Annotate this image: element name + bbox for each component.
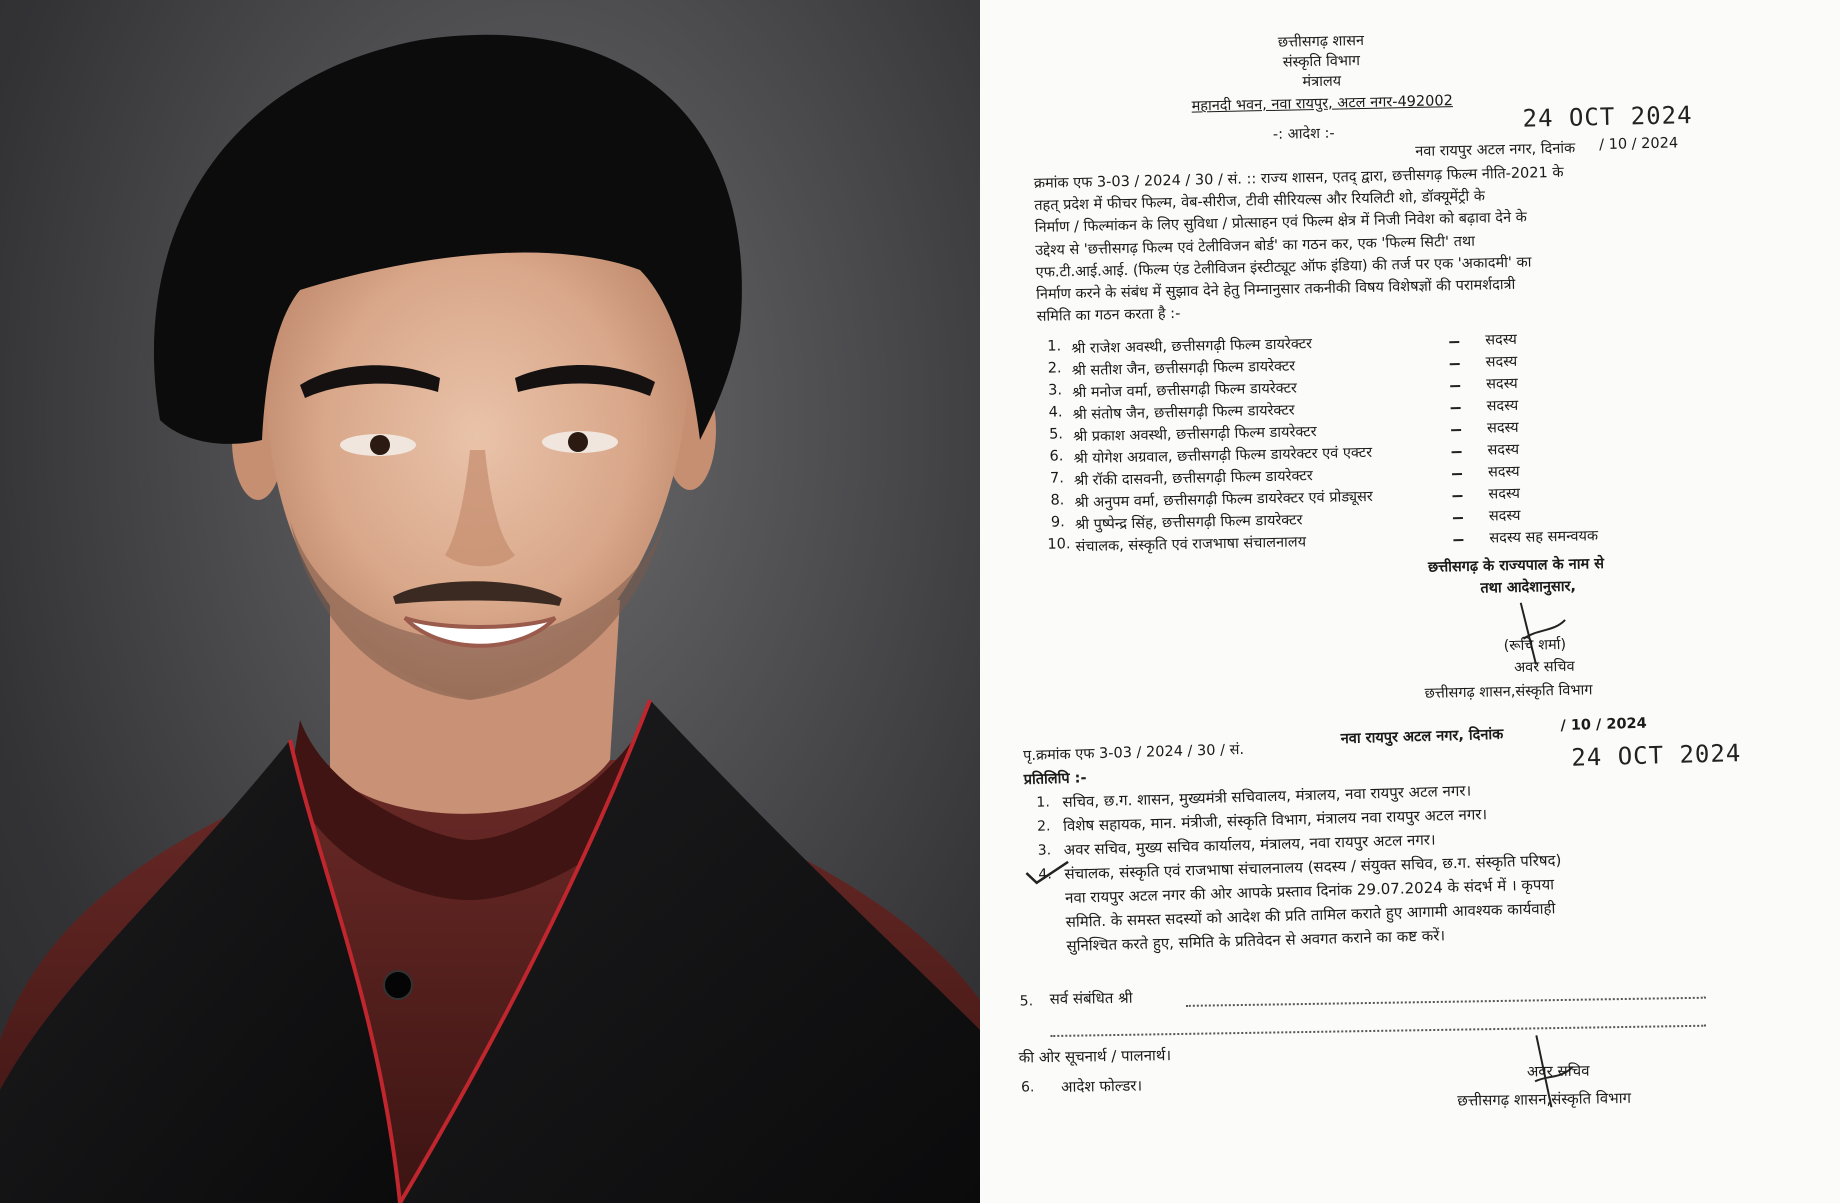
member-number: 2. (1047, 360, 1062, 377)
signatory-designation: अवर सचिव (1513, 658, 1575, 676)
copy-4-line: सुनिश्चित करते हुए, समिति के प्रतिवेदन से अवगत कराने का कष्ट करें। (1066, 926, 1446, 955)
order-heading: -: आदेश :- (1272, 125, 1335, 143)
member-name: श्री मनोज वर्मा, छत्तीसगढ़ी फिल्म डायरेक्टर (1072, 380, 1298, 402)
member-name: श्री प्रकाश अवस्थी, छत्तीसगढ़ी फिल्म डायरेक्टर (1073, 424, 1317, 446)
info-line: की ओर सूचनार्थ / पालनार्थ। (1018, 1046, 1172, 1067)
member-name: श्री संतोष जैन, छत्तीसगढ़ी फिल्म डायरेक्टर (1072, 402, 1295, 424)
member-role: सदस्य (1487, 441, 1520, 459)
member-name: श्री राजेश अवस्थी, छत्तीसगढ़ी फिल्म डायरेक्टर (1071, 336, 1313, 358)
member-number: 5. (1048, 426, 1064, 443)
copy-number: 4. (1038, 866, 1053, 883)
header-department: संस्कृति विभाग (1282, 53, 1361, 71)
header-address: महानदी भवन, नवा रायपुर, अटल नगर-492002 (1191, 93, 1454, 115)
member-number: 4. (1048, 404, 1063, 421)
place-date-top: नवा रायपुर अटल नगर, दिनांक (1415, 140, 1576, 160)
member-number: 10. (1047, 536, 1071, 553)
fill-in-line (1186, 997, 1706, 1007)
member-name: श्री सतीश जैन, छत्तीसगढ़ी फिल्म डायरेक्टर (1071, 358, 1296, 380)
member-number: 8. (1050, 492, 1065, 509)
place-date-bottom-value: / 10 / 2024 (1560, 715, 1647, 735)
footer-designation: अवर सचिव (1526, 1061, 1590, 1081)
copy-text: सचिव, छ.ग. शासन, मुख्यमंत्री सचिवालय, मंत्रालय, नवा रायपुर अटल नगर। (1062, 781, 1472, 812)
place-date-top-value: / 10 / 2024 (1599, 135, 1679, 154)
member-number: 9. (1050, 514, 1065, 531)
signatory-name: (रूचि शर्मा) (1503, 636, 1567, 655)
copy-6-text: आदेश फोल्डर। (1060, 1076, 1143, 1096)
member-role: सदस्य (1485, 331, 1517, 349)
governor-line-2: तथा आदेशानुसार, (1480, 578, 1577, 597)
member-number: 3. (1048, 382, 1063, 399)
copy-5-text: सर्व संबंधित श्री (1049, 988, 1133, 1009)
paragraph-line: क्रमांक एफ 3-03 / 2024 / 30 / सं. :: राज्य शासन, एतद् द्वारा, छत्तीसगढ़ फिल्म नीति-2021 के (1033, 164, 1564, 192)
copy-4-line: नवा रायपुर अटल नगर की ओर आपके प्रस्ताव दिनांक 29.07.2024 के संदर्भ में । कृपया (1064, 875, 1555, 907)
governor-line-1: छत्तीसगढ़ के राज्यपाल के नाम से (1427, 556, 1605, 576)
copy-number: 2. (1036, 818, 1051, 835)
member-role: सदस्य (1487, 463, 1520, 481)
paragraph-line: निर्माण करने के संबंध में सुझाव देने हेतु निम्नानुसार तकनीकी विषय विशेषज्ञों की परामर्शदात्री (1036, 276, 1516, 303)
copy-heading: प्रतिलिपि :- (1023, 770, 1087, 789)
copy-4-line: संचालक, संस्कृति एवं राजभाषा संचालनालय (सदस्य / संयुक्त सचिव, छ.ग. संस्कृति परिषद) (1064, 851, 1562, 883)
paragraph-line: एफ.टी.आई.आई. (फिल्म एंड टेलीविजन इंस्टीट्यूट ऑफ इंडिया) की तर्ज पर एक 'अकादमी' का (1035, 254, 1532, 281)
member-name: संचालक, संस्कृति एवं राजभाषा संचालनालय (1075, 534, 1307, 556)
member-name: श्री योगेश अग्रवाल, छत्तीसगढ़ी फिल्म डायरेक्टर एवं एक्टर (1073, 444, 1373, 468)
paragraph-line: समिति का गठन करता है :- (1036, 306, 1181, 326)
copy-text: अवर सचिव, मुख्य सचिव कार्यालय, मंत्रालय, नवा रायपुर अटल नगर। (1063, 830, 1436, 859)
copy-text: विशेष सहायक, मान. मंत्रीजी, संस्कृति विभाग, मंत्रालय नवा रायपुर अटल नगर। (1062, 805, 1488, 835)
header-government: छत्तीसगढ़ शासन (1277, 32, 1365, 51)
copy-4-line: समिति. के समस्त सदस्यों को आदेश की प्रति तामिल कराते हुए आगामी आवश्यक कार्यवाही (1065, 899, 1556, 931)
member-name: श्री अनुपम वर्मा, छत्तीसगढ़ी फिल्म डायरेक्टर एवं प्रोड्यूसर (1074, 488, 1373, 512)
member-number: 7. (1049, 470, 1065, 487)
paragraph-line: तहत् प्रदेश में फीचर फिल्म, वेब-सीरीज, टीवी सीरियल्स और रियलिटी शो, डॉक्यूमेंट्री के (1034, 188, 1486, 215)
copy-number: 1. (1036, 794, 1051, 811)
member-role: सदस्य (1488, 485, 1521, 503)
copy-number: 5. (1019, 993, 1034, 1010)
endorsement-number: पृ.क्रमांक एफ 3-03 / 2024 / 30 / सं. (1022, 741, 1245, 765)
date-stamp-top: 24 OCT 2024 (1522, 101, 1693, 133)
member-role: सदस्य (1485, 375, 1518, 393)
member-role: सदस्य (1488, 507, 1521, 525)
fill-in-line (1050, 1025, 1706, 1037)
place-date-bottom: नवा रायपुर अटल नगर, दिनांक (1340, 726, 1504, 748)
government-order-document (980, 0, 1840, 1203)
signatory-department: छत्तीसगढ़ शासन,संस्कृति विभाग (1424, 682, 1593, 702)
member-role: सदस्य (1486, 419, 1519, 437)
header-ministry: मंत्रालय (1302, 73, 1342, 91)
footer-department: छत्तीसगढ़ शासन,संस्कृति विभाग (1457, 1088, 1632, 1110)
copy-number: 6. (1020, 1079, 1035, 1096)
member-number: 6. (1049, 448, 1064, 465)
member-role: सदस्य (1486, 397, 1519, 415)
copy-number: 3. (1037, 842, 1052, 859)
member-number: 1. (1047, 338, 1062, 355)
member-name: श्री पुष्पेन्द्र सिंह, छत्तीसगढ़ी फिल्म डायरेक्टर (1074, 512, 1303, 534)
member-name: श्री रॉकी दासवनी, छत्तीसगढ़ी फिल्म डायरेक्टर (1073, 468, 1313, 490)
paragraph-line: उद्देश्य से 'छत्तीसगढ़ फिल्म एवं टेलीविजन बोर्ड' का गठन कर, एक 'फिल्म सिटी' तथा (1035, 233, 1476, 259)
date-stamp-bottom: 24 OCT 2024 (1570, 739, 1742, 772)
member-role: सदस्य (1485, 353, 1518, 371)
paragraph-line: निर्माण / फिल्मांकन के लिए सुविधा / प्रोत्साहन एवं फिल्म क्षेत्र में निजी निवेश को बढ़ावा देने के (1034, 210, 1527, 237)
member-role: सदस्य सह समन्वयक (1489, 528, 1599, 547)
